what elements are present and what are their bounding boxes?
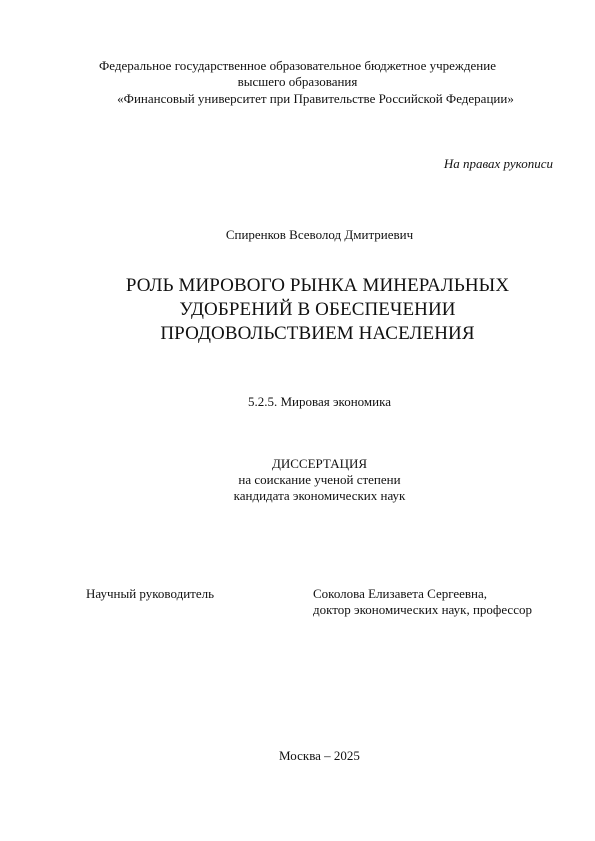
- advisor-label: Научный руководитель: [86, 586, 215, 601]
- manuscript-note: На правах рукописи: [443, 156, 553, 171]
- dissertation-label: ДИССЕРТАЦИЯ: [271, 456, 368, 471]
- advisor-name: Соколова Елизавета Сергеевна,: [313, 586, 488, 601]
- dissertation-title-line-3: ПРОДОВОЛЬСТВИЕМ НАСЕЛЕНИЯ: [160, 323, 475, 344]
- degree-purpose-line-1: на соискание ученой степени: [238, 472, 401, 487]
- author-name: Спиренков Всеволод Дмитриевич: [225, 227, 414, 242]
- city-year: Москва – 2025: [279, 748, 360, 763]
- advisor-degree: доктор экономических наук, профессор: [313, 602, 532, 617]
- dissertation-title-line-1: РОЛЬ МИРОВОГО РЫНКА МИНЕРАЛЬНЫХ: [125, 275, 510, 296]
- dissertation-title-line-2: УДОБРЕНИЙ В ОБЕСПЕЧЕНИИ: [179, 299, 456, 320]
- degree-purpose-line-2: кандидата экономических наук: [233, 488, 406, 503]
- organization-line-1: Федеральное государственное образовательное бюджетное учреждение: [99, 58, 496, 73]
- organization-line-3: «Финансовый университет при Правительстве Российской Федерации»: [117, 91, 514, 106]
- organization-line-2: высшего образования: [237, 74, 358, 89]
- specialty-code: 5.2.5. Мировая экономика: [248, 394, 391, 409]
